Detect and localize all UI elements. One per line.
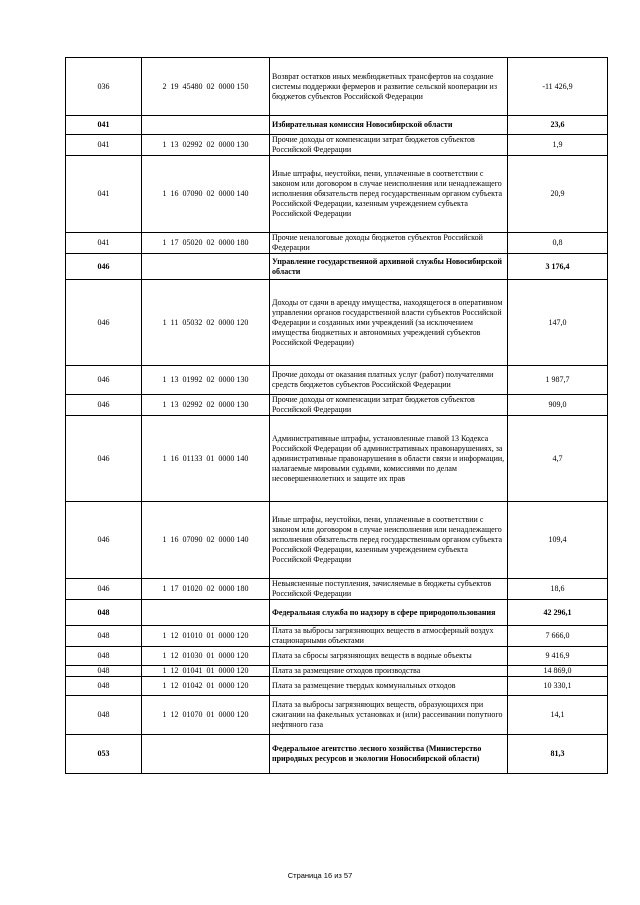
amount-cell: -11 426,9	[508, 58, 608, 116]
admin-code-cell: 048	[66, 666, 142, 677]
table-row	[66, 233, 608, 254]
admin-code-cell: 046	[66, 395, 142, 416]
admin-code-cell: 048	[66, 626, 142, 647]
amount-cell: 14 869,0	[508, 666, 608, 677]
revenue-code-cell: 1 13 01992 02 0000 130	[142, 366, 270, 395]
admin-code-cell: 046	[66, 254, 142, 280]
amount-cell: 147,0	[508, 280, 608, 366]
table-row	[66, 666, 608, 677]
admin-code-cell: 048	[66, 677, 142, 696]
admin-code-cell: 048	[66, 647, 142, 666]
table-row	[66, 280, 608, 366]
table-row	[66, 395, 608, 416]
table-section-row	[66, 735, 608, 774]
revenue-code-cell: 1 16 07090 02 0000 140	[142, 502, 270, 579]
table-section-row	[66, 116, 608, 135]
revenue-code-cell: 1 13 02992 02 0000 130	[142, 395, 270, 416]
revenue-code-cell	[142, 254, 270, 280]
revenue-name-cell: Прочие доходы от компенсации затрат бюджетов субъектов Российской Федерации	[270, 135, 508, 156]
revenue-code-cell	[142, 735, 270, 774]
amount-cell: 9 416,9	[508, 647, 608, 666]
amount-cell: 10 330,1	[508, 677, 608, 696]
revenue-name-cell: Плата за сбросы загрязняющих веществ в водные объекты	[270, 647, 508, 666]
revenue-code-cell: 1 16 07090 02 0000 140	[142, 156, 270, 233]
admin-code-cell: 046	[66, 280, 142, 366]
table-section-row	[66, 254, 608, 280]
table-row	[66, 416, 608, 502]
revenue-name-cell: Избирательная комиссия Новосибирской области	[270, 116, 508, 135]
admin-code-cell: 046	[66, 416, 142, 502]
revenue-code-cell: 1 17 05020 02 0000 180	[142, 233, 270, 254]
table-row	[66, 696, 608, 735]
revenue-code-cell: 1 11 05032 02 0000 120	[142, 280, 270, 366]
amount-cell: 909,0	[508, 395, 608, 416]
table-row	[66, 677, 608, 696]
revenue-name-cell: Плата за размещение твердых коммунальных отходов	[270, 677, 508, 696]
amount-cell: 1 987,7	[508, 366, 608, 395]
revenue-code-cell: 2 19 45480 02 0000 150	[142, 58, 270, 116]
table-section-row	[66, 600, 608, 626]
revenue-name-cell: Прочие доходы от оказания платных услуг (работ) получателями средств бюджетов субъектов Российской Федерации	[270, 366, 508, 395]
amount-cell: 109,4	[508, 502, 608, 579]
revenue-code-cell: 1 12 01042 01 0000 120	[142, 677, 270, 696]
revenue-name-cell: Прочие неналоговые доходы бюджетов субъектов Российской Федерации	[270, 233, 508, 254]
amount-cell: 23,6	[508, 116, 608, 135]
revenue-name-cell: Федеральная служба по надзору в сфере природопользования	[270, 600, 508, 626]
amount-cell: 0,8	[508, 233, 608, 254]
amount-cell: 42 296,1	[508, 600, 608, 626]
admin-code-cell: 041	[66, 135, 142, 156]
admin-code-cell: 041	[66, 233, 142, 254]
admin-code-cell: 036	[66, 58, 142, 116]
admin-code-cell: 041	[66, 156, 142, 233]
revenue-name-cell: Плата за выбросы загрязняющих веществ, образующихся при сжигании на факельных установках и (или) рассеивании попутного нефтяного газа	[270, 696, 508, 735]
revenue-name-cell: Управление государственной архивной службы Новосибирской области	[270, 254, 508, 280]
revenue-code-cell	[142, 600, 270, 626]
revenue-code-cell: 1 13 02992 02 0000 130	[142, 135, 270, 156]
table-row	[66, 58, 608, 116]
amount-cell: 3 176,4	[508, 254, 608, 280]
amount-cell: 20,9	[508, 156, 608, 233]
amount-cell: 4,7	[508, 416, 608, 502]
table-row	[66, 647, 608, 666]
revenue-name-cell: Плата за выбросы загрязняющих веществ в атмосферный воздух стационарными объектами	[270, 626, 508, 647]
revenue-name-cell: Доходы от сдачи в аренду имущества, находящегося в оперативном управлении органов государственной власти субъектов Российской Федерации и созданных ими учреждений (за исключением имущества бюджетных и автономных учреждений субъектов Российской Федерации)	[270, 280, 508, 366]
revenue-code-cell: 1 12 01041 01 0000 120	[142, 666, 270, 677]
page-number: Страница 16 из 57	[287, 871, 353, 880]
revenue-name-cell: Возврат остатков иных межбюджетных трансфертов на создание системы поддержки фермеров и развитие сельской кооперации из бюджетов субъектов Российской Федерации	[270, 58, 508, 116]
revenue-code-cell	[142, 116, 270, 135]
revenue-name-cell: Плата за размещение отходов производства	[270, 666, 508, 677]
admin-code-cell: 048	[66, 696, 142, 735]
revenue-code-cell: 1 12 01070 01 0000 120	[142, 696, 270, 735]
revenue-name-cell: Административные штрафы, установленные главой 13 Кодекса Российской Федерации об административных правонарушениях, за административные правонарушения в области связи и информации, налагаемые мировыми судьями, комиссиями по делам несовершеннолетних и защите их прав	[270, 416, 508, 502]
revenue-name-cell: Иные штрафы, неустойки, пени, уплаченные в соответствии с законом или договором в случае неисполнения или ненадлежащего исполнения обязательств перед государственным органом субъекта Российской Федерации, казенным учреждением субъекта Российской Федерации	[270, 156, 508, 233]
amount-cell: 1,9	[508, 135, 608, 156]
table-row	[66, 135, 608, 156]
admin-code-cell: 053	[66, 735, 142, 774]
revenue-name-cell: Иные штрафы, неустойки, пени, уплаченные в соответствии с законом или договором в случае неисполнения или ненадлежащего исполнения обязательств перед государственным органом субъекта Российской Федерации, казенным учреждением субъекта Российской Федерации	[270, 502, 508, 579]
table-row	[66, 502, 608, 579]
table-row	[66, 626, 608, 647]
revenue-code-cell: 1 12 01010 01 0000 120	[142, 626, 270, 647]
table-row	[66, 366, 608, 395]
amount-cell: 14,1	[508, 696, 608, 735]
amount-cell: 7 666,0	[508, 626, 608, 647]
amount-cell: 18,6	[508, 579, 608, 600]
table-row	[66, 579, 608, 600]
revenue-name-cell: Федеральное агентство лесного хозяйства (Министерство природных ресурсов и экологии Новосибирской области)	[270, 735, 508, 774]
admin-code-cell: 046	[66, 579, 142, 600]
admin-code-cell: 041	[66, 116, 142, 135]
budget-revenue-table	[65, 57, 608, 774]
revenue-code-cell: 1 16 01133 01 0000 140	[142, 416, 270, 502]
table-row	[66, 156, 608, 233]
revenue-name-cell: Невыясненные поступления, зачисляемые в бюджеты субъектов Российской Федерации	[270, 579, 508, 600]
revenue-code-cell: 1 12 01030 01 0000 120	[142, 647, 270, 666]
admin-code-cell: 046	[66, 366, 142, 395]
admin-code-cell: 048	[66, 600, 142, 626]
amount-cell: 81,3	[508, 735, 608, 774]
revenue-name-cell: Прочие доходы от компенсации затрат бюджетов субъектов Российской Федерации	[270, 395, 508, 416]
admin-code-cell: 046	[66, 502, 142, 579]
revenue-code-cell: 1 17 01020 02 0000 180	[142, 579, 270, 600]
